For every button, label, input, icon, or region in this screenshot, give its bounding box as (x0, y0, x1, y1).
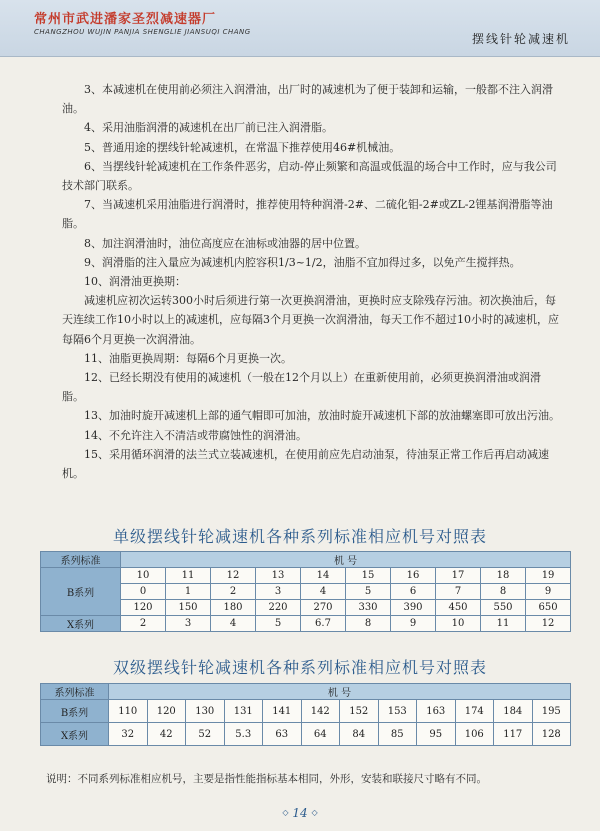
diamond-icon: ◇ (311, 808, 318, 817)
table-cell: 150 (166, 600, 211, 616)
single-stage-model-table (40, 551, 571, 632)
single-stage-table-title: 单级摆线针轮减速机各种系列标准相应机号对照表 (112, 527, 487, 546)
table-cell: 11 (166, 568, 211, 584)
page-number-block (0, 806, 600, 820)
table-cell: 18 (481, 568, 526, 584)
x-series-label: X系列 (41, 723, 109, 746)
table-cell: 8 (346, 616, 391, 632)
paragraph: 6、当摆线针轮减速机在工作条件恶劣，启动-停止频繁和高温或低温的场合中工作时，应与我公司技术部门联系。 (62, 159, 557, 193)
company-name-english: CHANGZHOU WUJIN PANJIA SHENGLIE JIANSUQI CHANG (34, 28, 251, 36)
double-stage-table-title: 双级摆线针轮减速机各种系列标准相应机号对照表 (112, 658, 487, 677)
table-cell: 174 (455, 700, 494, 723)
page-number: 14 (292, 806, 308, 820)
paragraph: 3、本减速机在使用前必须注入润滑油，出厂时的减速机为了便于装卸和运输，一般都不注入润滑油。 (62, 83, 553, 116)
lubrication-notes (62, 80, 562, 483)
table-cell: 184 (494, 700, 533, 723)
model-number-header: 机 号 (121, 552, 571, 568)
table-cell: 11 (481, 616, 526, 632)
table-cell: 5.3 (224, 723, 263, 746)
table-cell: 10 (436, 616, 481, 632)
table-cell: 270 (301, 600, 346, 616)
table-cell: 6 (391, 584, 436, 600)
paragraph: 8、加注润滑油时，油位高度应在油标或油器的居中位置。 (84, 236, 366, 250)
table-cell: 142 (301, 700, 340, 723)
table-cell: 9 (526, 584, 571, 600)
diamond-icon: ◇ (282, 808, 289, 817)
table-cell: 117 (494, 723, 533, 746)
paragraph: 15、采用循环润滑的法兰式立装减速机，在使用前应先启动油泵，待油泵正常工作后再启动减速机。 (62, 447, 549, 481)
table-cell: 450 (436, 600, 481, 616)
double-stage-model-table (40, 683, 571, 746)
table-cell: 95 (417, 723, 456, 746)
table-cell: 131 (224, 700, 263, 723)
table-cell: 120 (147, 700, 186, 723)
table-cell: 17 (436, 568, 481, 584)
b-series-label: B系列 (41, 568, 121, 616)
table-cell: 85 (378, 723, 417, 746)
table-cell: 19 (526, 568, 571, 584)
table-cell: 130 (186, 700, 225, 723)
paragraph: 减速机应初次运转300小时后须进行第一次更换润滑油，更换时应支除残存污油。初次换油后，每天连续工作10小时以上的减速机，应每隔3个月更换一次润滑油，每天工作不超过10小时的减速机，应每隔6个月更换一次润滑油。 (62, 294, 559, 346)
table-cell: 4 (301, 584, 346, 600)
table-cell: 152 (340, 700, 379, 723)
header-band (0, 0, 600, 57)
paragraph: 9、润滑脂的注入量应为减速机内腔容积1/3~1/2，油脂不宜加得过多，以免产生搅拌热。 (84, 255, 521, 269)
footnote: 说明：不同系列标准相应机号，主要是指性能指标基本相同，外形，安装和联接尺寸略有不同。 (46, 773, 487, 785)
document-title: 摆线针轮减速机 (471, 32, 570, 46)
table-cell: 153 (378, 700, 417, 723)
table-cell: 0 (121, 584, 166, 600)
table-cell: 3 (166, 616, 211, 632)
table-cell: 1 (166, 584, 211, 600)
x-series-label: X系列 (41, 616, 121, 632)
series-standard-header: 系列标准 (41, 684, 109, 700)
paragraph: 10、润滑油更换期： (84, 275, 186, 289)
table-cell: 16 (391, 568, 436, 584)
paragraph: 5、普通用途的摆线针轮减速机，在常温下推荐使用46#机械油。 (84, 140, 401, 154)
table-cell: 550 (481, 600, 526, 616)
table-cell: 110 (109, 700, 148, 723)
company-name: 常州市武进潘家圣烈减速器厂 (34, 12, 217, 27)
table-cell: 390 (391, 600, 436, 616)
table-cell: 141 (263, 700, 302, 723)
table-cell: 8 (481, 584, 526, 600)
table-cell: 195 (532, 700, 571, 723)
model-number-header: 机 号 (109, 684, 571, 700)
table-cell: 7 (436, 584, 481, 600)
table-cell: 32 (109, 723, 148, 746)
table-cell: 163 (417, 700, 456, 723)
table-cell: 84 (340, 723, 379, 746)
b-series-label: B系列 (41, 700, 109, 723)
table-cell: 14 (301, 568, 346, 584)
table-cell: 5 (346, 584, 391, 600)
table-cell: 64 (301, 723, 340, 746)
table-cell: 330 (346, 600, 391, 616)
table-cell: 3 (256, 584, 301, 600)
table-cell: 6.7 (301, 616, 346, 632)
table-cell: 4 (211, 616, 256, 632)
table-cell: 2 (121, 616, 166, 632)
paragraph: 12、已经长期没有使用的减速机（一般在12个月以上）在重新使用前，必须更换润滑油或润滑脂。 (62, 371, 541, 404)
table-cell: 15 (346, 568, 391, 584)
table-cell: 180 (211, 600, 256, 616)
paragraph: 11、油脂更换周期：每隔6个月更换一次。 (84, 351, 292, 365)
table-cell: 42 (147, 723, 186, 746)
paragraph: 4、采用油脂润滑的减速机在出厂前已注入润滑脂。 (84, 121, 333, 135)
table-cell: 12 (211, 568, 256, 584)
paragraph: 14、不允许注入不清洁或带腐蚀性的润滑油。 (84, 428, 307, 442)
table-cell: 220 (256, 600, 301, 616)
table-cell: 2 (211, 584, 256, 600)
table-cell: 106 (455, 723, 494, 746)
paragraph: 13、加油时旋开减速机上部的通气帽即可加油，放油时旋开减速机下部的放油螺塞即可放出污油。 (84, 409, 560, 423)
table-cell: 10 (121, 568, 166, 584)
table-cell: 9 (391, 616, 436, 632)
table-cell: 13 (256, 568, 301, 584)
table-cell: 120 (121, 600, 166, 616)
paragraph: 7、当减速机采用油脂进行润滑时，推荐使用特种润滑-2#、二硫化钼-2#或ZL-2锂基润滑脂等油脂。 (62, 198, 553, 231)
table-cell: 650 (526, 600, 571, 616)
table-cell: 52 (186, 723, 225, 746)
table-cell: 63 (263, 723, 302, 746)
table-cell: 5 (256, 616, 301, 632)
table-cell: 12 (526, 616, 571, 632)
series-standard-header: 系列标准 (41, 552, 121, 568)
table-cell: 128 (532, 723, 571, 746)
